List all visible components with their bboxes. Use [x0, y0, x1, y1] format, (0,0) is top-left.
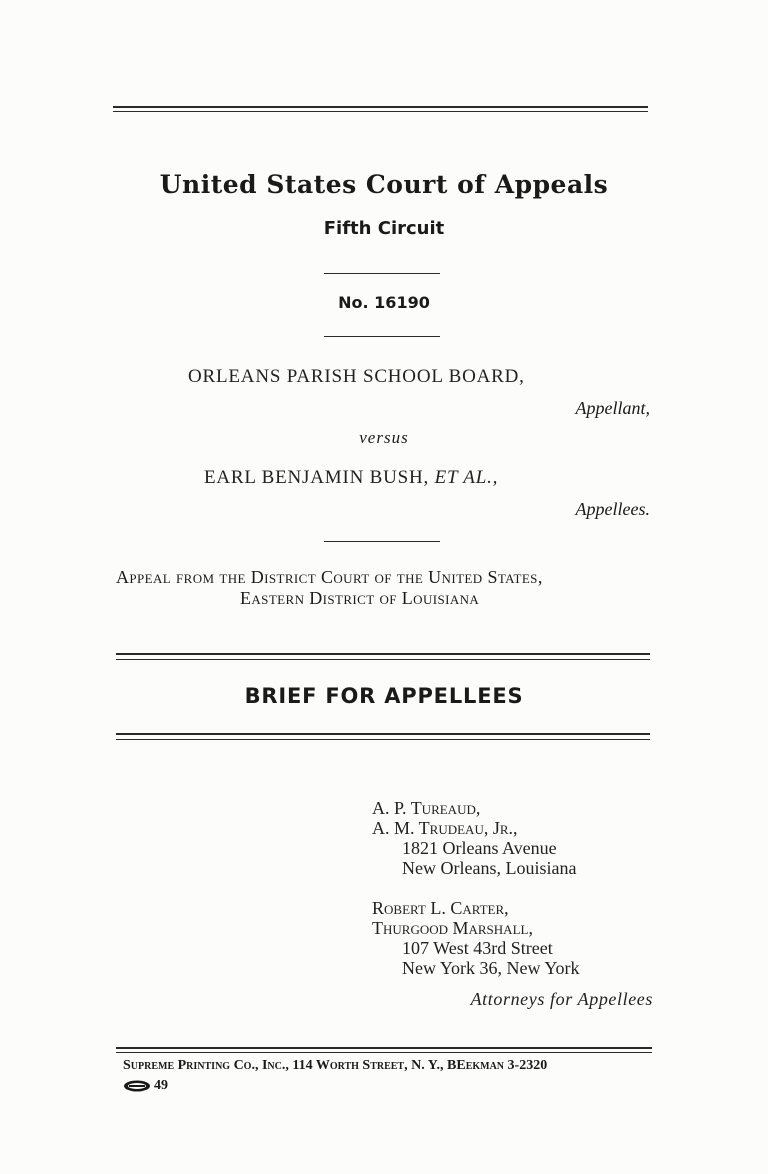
appellees-name: [204, 467, 498, 489]
attorney-marshall: Thurgood Marshall,: [372, 918, 533, 938]
bottom-rule-thin: [116, 1052, 652, 1053]
union-label: [123, 1078, 168, 1094]
top-rule: [113, 106, 648, 108]
mid-rule-thin: [116, 659, 650, 660]
appellant-name: ORLEANS PARISH SCHOOL BOARD,: [188, 366, 525, 387]
versus: versus: [359, 428, 409, 447]
divider-2: [324, 336, 440, 337]
appellant-role: Appellant,: [575, 398, 650, 418]
lower-rule: [116, 733, 650, 735]
attorneys-role: Attorneys for Appellees: [470, 989, 653, 1009]
address-1b: New Orleans, Louisiana: [402, 858, 577, 878]
circuit: Fifth Circuit: [323, 218, 445, 239]
address-2b: New York 36, New York: [402, 958, 580, 978]
appellees-etal: ET AL.,: [434, 467, 499, 488]
appellees-role: Appellees.: [575, 499, 650, 519]
bottom-rule: [116, 1047, 652, 1049]
address-2a: 107 West 43rd Street: [402, 938, 553, 958]
union-bug-icon: [123, 1079, 153, 1093]
attorney-tureaud: A. P. Tureaud,: [372, 798, 481, 818]
address-1a: 1821 Orleans Avenue: [402, 838, 557, 858]
attorney-carter: Robert L. Carter,: [372, 898, 509, 918]
printer-line: Supreme Printing Co., Inc., 114 Worth Street, N. Y., BEekman 3-2320: [123, 1058, 548, 1073]
mid-rule: [116, 653, 650, 655]
attorney-trudeau: A. M. Trudeau, Jr.,: [372, 818, 518, 838]
lower-rule-thin: [116, 739, 650, 740]
brief-title: BRIEF FOR APPELLEES: [244, 684, 524, 708]
union-number: 49: [154, 1078, 168, 1093]
court-name: United States Court of Appeals: [159, 170, 609, 199]
appeal-line-2: Eastern District of Louisiana: [240, 588, 480, 608]
appellees-name-text: EARL BENJAMIN BUSH,: [204, 467, 430, 488]
case-number: No. 16190: [338, 293, 430, 312]
divider-3: [324, 541, 440, 542]
appeal-line-1: Appeal from the District Court of the United States,: [116, 567, 543, 587]
top-rule-thin: [113, 111, 648, 112]
divider-1: [324, 273, 440, 274]
